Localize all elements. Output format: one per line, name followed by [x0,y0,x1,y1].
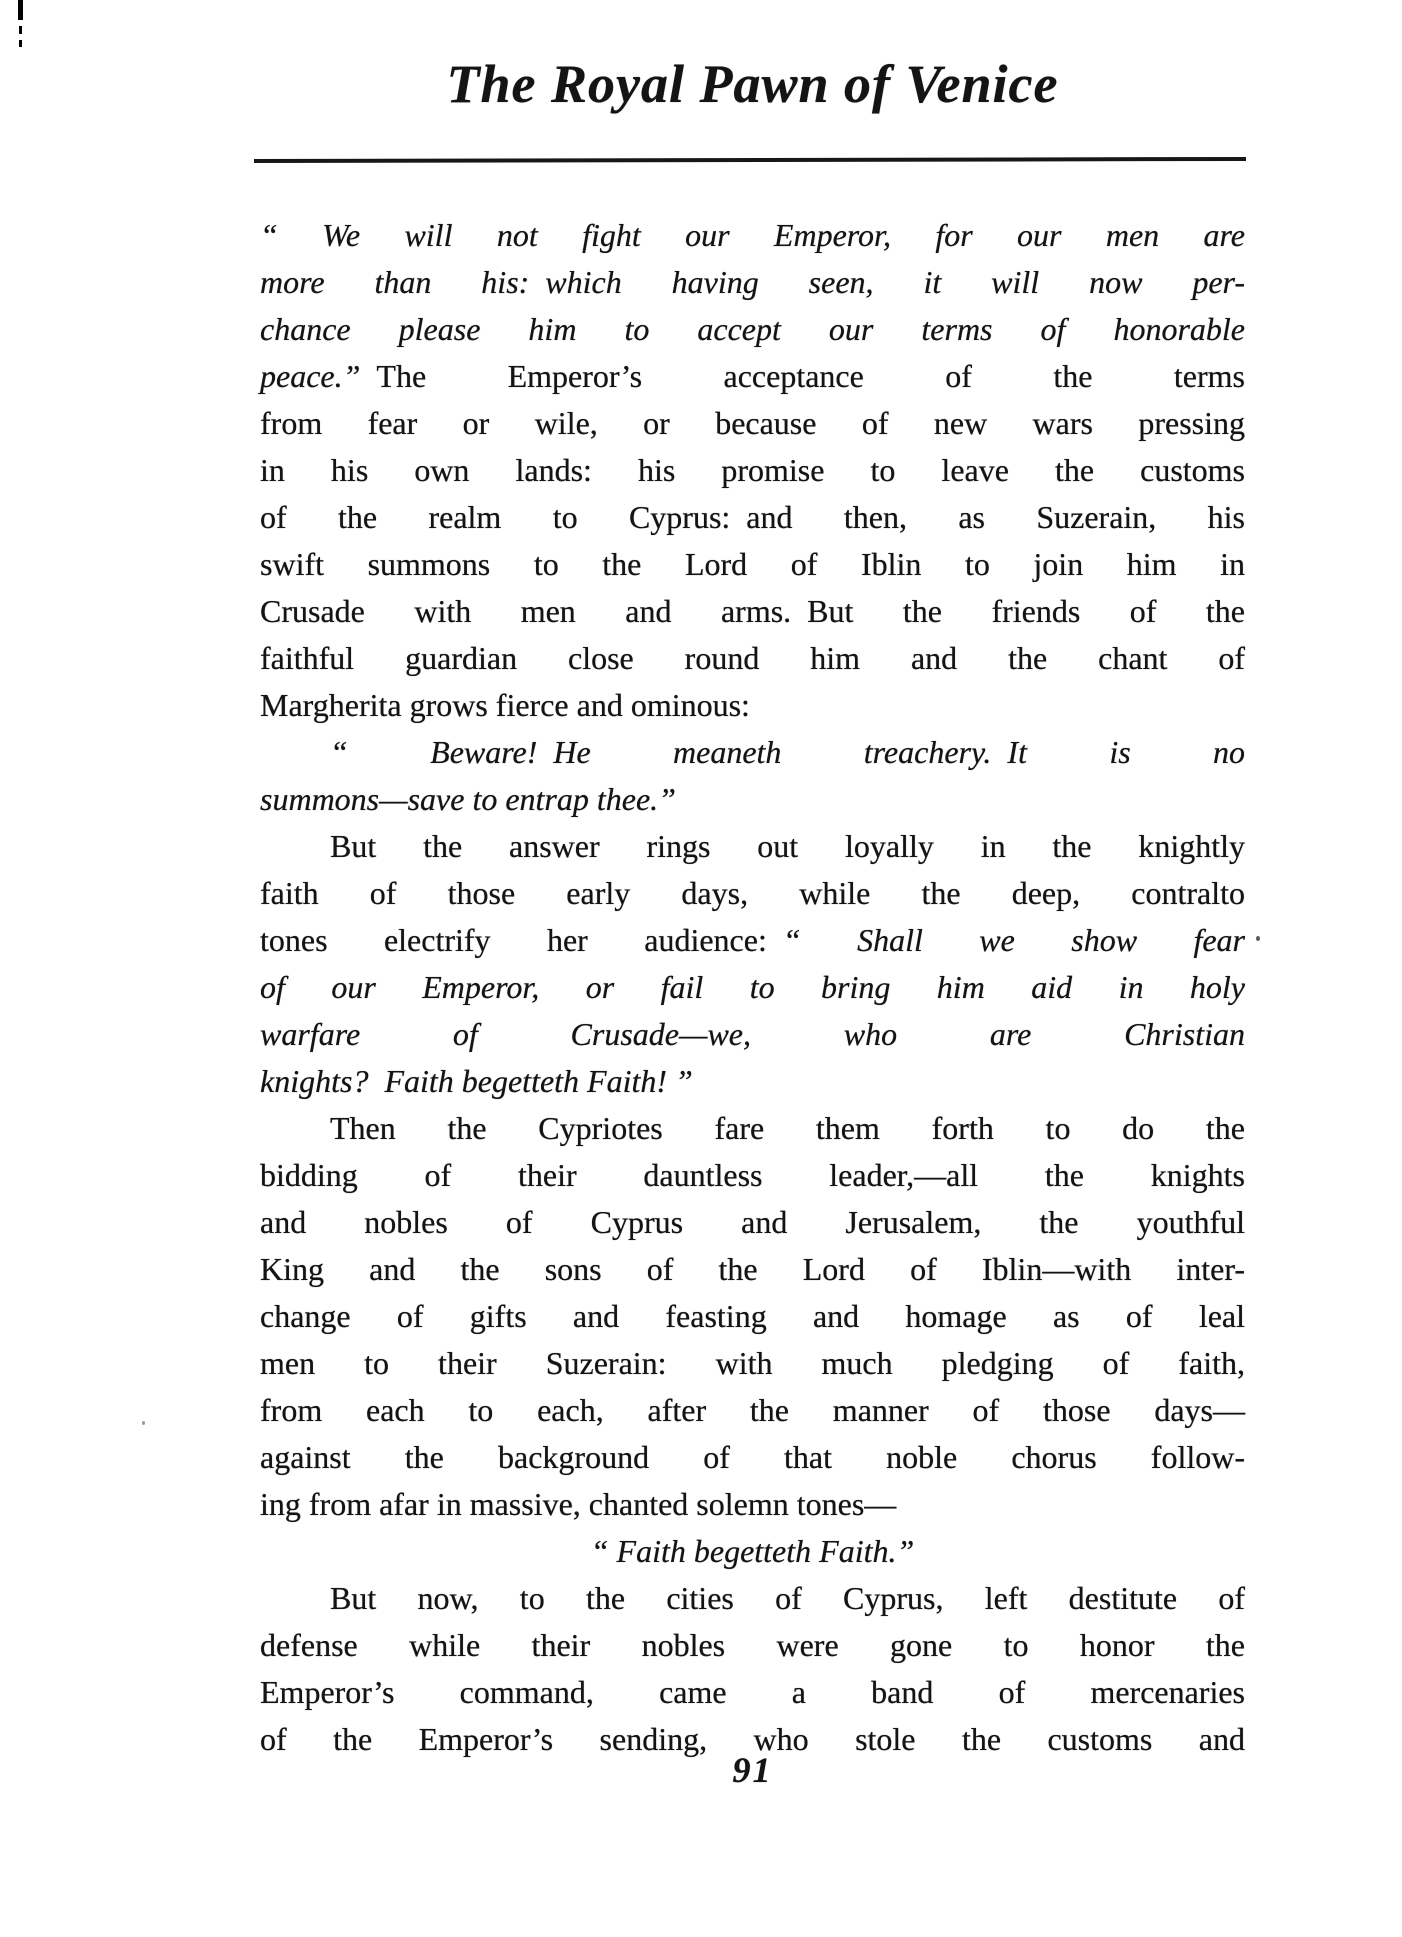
text-line [260,1434,1245,1481]
text-segment: “ Shall we show fear [782,922,1246,958]
text-line [260,1199,1245,1246]
text-segment: But now, to the cities of Cyprus, left destitute of [330,1580,1245,1616]
page-header-title: The Royal Pawn of Venice [446,54,1059,114]
text-line [260,682,1245,729]
text-segment: chance please him to accept our terms of honorable [260,311,1245,347]
text-line [260,870,1245,917]
text-line [260,1011,1245,1058]
text-segment: But the answer rings out loyally in the knightly [330,828,1245,864]
text-line [260,212,1245,259]
text-segment: from each to each, after the manner of those days— [260,1392,1245,1428]
text-segment: and nobles of Cyprus and Jerusalem, the youthful [260,1204,1245,1240]
scan-artifact-mark [19,40,22,47]
text-segment: defense while their nobles were gone to honor the [260,1627,1245,1663]
text-line [260,1575,1245,1622]
text-line [260,447,1245,494]
text-segment: more than his: which having seen, it will now per- [260,264,1245,300]
text-segment: Margherita grows fierce and ominous: [260,687,750,723]
text-segment: against the background of that noble chorus follow- [260,1439,1245,1475]
text-line [260,1293,1245,1340]
text-line [260,259,1245,306]
text-segment: warfare of Crusade—we, who are Christian [260,1016,1245,1052]
text-line [260,353,1245,400]
text-segment: tones electrify her audience: [260,922,783,958]
text-line [260,1669,1245,1716]
text-line [260,494,1245,541]
page-number: 91 [732,1750,773,1790]
text-segment: Crusade with men and arms. But the friends of the [260,593,1245,629]
text-line [260,588,1245,635]
text-segment: faith of those early days, while the deep, contralto [260,875,1245,911]
text-line [260,1387,1245,1434]
text-segment: knights? Faith begetteth Faith! ” [260,1063,693,1099]
text-line [260,776,1245,823]
text-line [260,917,1245,964]
text-segment: peace.” [260,358,361,394]
text-line [260,823,1245,870]
text-segment: Emperor’s command, came a band of mercenaries [260,1674,1245,1710]
text-line [260,1528,1245,1575]
text-segment: swift summons to the Lord of Iblin to join him in [260,546,1245,582]
text-line [260,729,1245,776]
text-segment: change of gifts and feasting and homage as of leal [260,1298,1245,1334]
text-segment: Then the Cypriotes fare them forth to do the [330,1110,1245,1146]
text-segment: of our Emperor, or fail to bring him aid in holy [260,969,1245,1005]
scan-artifact-mark [19,26,22,34]
text-segment: faithful guardian close round him and the chant of [260,640,1245,676]
text-line [260,1105,1245,1152]
body-text [260,212,1245,1763]
text-line [260,1246,1245,1293]
scan-speck [1256,936,1260,941]
text-line [260,1622,1245,1669]
text-line [260,964,1245,1011]
text-line [260,635,1245,682]
text-segment: in his own lands: his promise to leave the customs [260,452,1245,488]
scan-artifact-mark [18,0,23,20]
text-segment: The Emperor’s acceptance of the terms [360,358,1245,394]
text-segment: “ We will not fight our Emperor, for our men are [260,217,1245,253]
text-line [260,1152,1245,1199]
text-segment: of the Emperor’s sending, who stole the customs and [260,1721,1245,1757]
text-line [260,541,1245,588]
text-segment: summons—save to entrap thee.” [260,781,676,817]
header-rule [254,157,1246,163]
scan-speck [142,1421,145,1425]
text-line [260,1481,1245,1528]
text-segment: from fear or wile, or because of new wars pressing [260,405,1245,441]
text-segment: “ Beware! He meaneth treachery. It is no [330,734,1245,770]
text-line [260,1058,1245,1105]
text-segment: ing from afar in massive, chanted solemn tones— [260,1486,897,1522]
text-line [260,400,1245,447]
text-segment: men to their Suzerain: with much pledging of faith, [260,1345,1245,1381]
text-segment: bidding of their dauntless leader,—all the knights [260,1157,1245,1193]
text-line [260,1340,1245,1387]
text-line [260,306,1245,353]
text-segment: of the realm to Cyprus: and then, as Suzerain, his [260,499,1245,535]
text-segment: King and the sons of the Lord of Iblin—with inter- [260,1251,1245,1287]
text-segment: “ Faith begetteth Faith.” [590,1533,915,1569]
